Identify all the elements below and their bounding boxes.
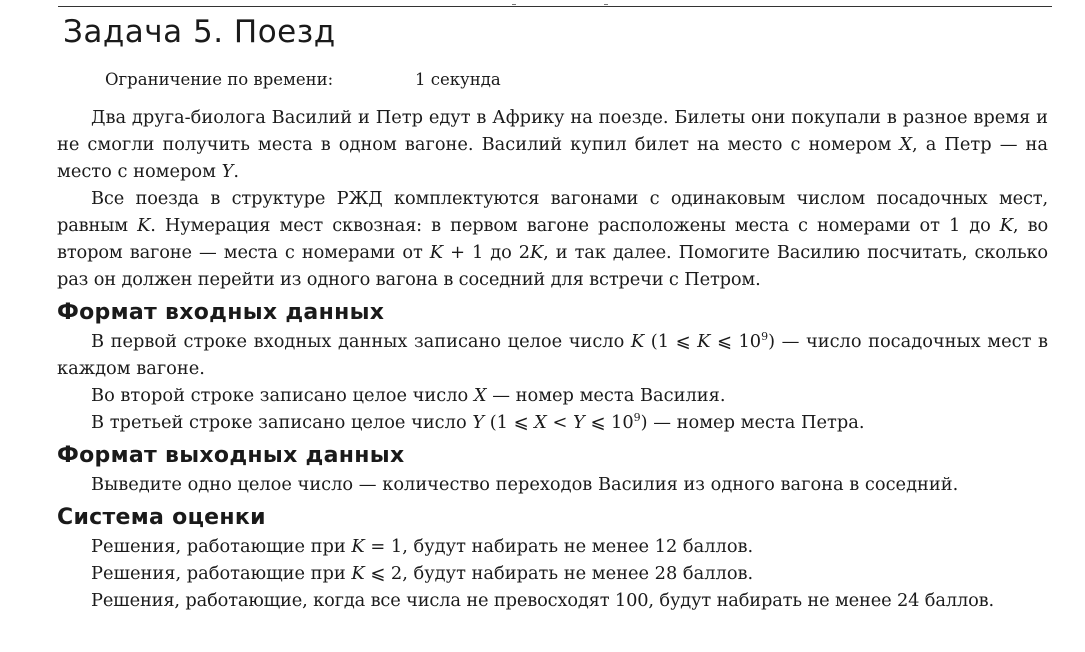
output-format-heading: Формат выходных данных: [57, 443, 405, 468]
page-header-rule: [58, 6, 1052, 7]
statement-paragraph: [57, 104, 1048, 185]
scoring-line-2: [57, 560, 1048, 587]
text-fragment: (1 ⩽: [484, 412, 535, 433]
math-var-k: K: [999, 215, 1013, 236]
time-limit-value: 1 секунда: [415, 70, 501, 89]
math-var-y: Y: [472, 412, 485, 433]
input-line-2: [57, 382, 1048, 409]
text-fragment: = 1, будут набирать не менее 12 баллов.: [364, 536, 754, 557]
scoring-heading: Система оценки: [57, 505, 266, 530]
math-var-k: K: [351, 536, 365, 557]
text-fragment: Два друга-биолога Василий и Петр едут в Африку на поезде. Билеты они покупали в разное время и не смогли получить места в одном вагоне. Василий купил билет на место с номером: [57, 107, 1048, 155]
output-line: Выведите одно целое число — количество переходов Василия из одного вагона в соседний.: [91, 474, 959, 495]
header-fragment-mark: [604, 0, 608, 5]
problem-title: Задача 5. Поезд: [63, 14, 336, 50]
text-fragment: <: [546, 412, 574, 433]
text-fragment: , а Петр — на место с номером: [57, 134, 1048, 182]
math-var-k: K: [529, 242, 544, 263]
scoring-line-1: [57, 533, 1048, 560]
math-var-y: Y: [573, 412, 585, 433]
text-fragment: ) — номер места Петра.: [640, 412, 865, 433]
scoring-line-3: Решения, работающие, когда все числа не превосходят 100, будут набирать не менее 24 баллов.: [91, 590, 995, 611]
problem-body: [57, 104, 1048, 614]
text-fragment: В первой строке входных данных записано целое число: [91, 331, 631, 352]
math-var-k: K: [351, 563, 365, 584]
math-var-x: X: [899, 134, 913, 155]
text-fragment: , и так далее. Помогите Василию посчитать, сколько раз он должен перейти из одного вагона в соседний для встречи с Петром.: [57, 242, 1048, 290]
math-var-k: K: [697, 331, 711, 352]
text-fragment: ) — число посадочных мест в каждом вагоне.: [57, 331, 1049, 379]
exponent: 9: [633, 411, 641, 425]
math-var-k: K: [429, 242, 443, 263]
input-line-3: [57, 409, 1048, 436]
text-fragment: Решения, работающие при: [91, 563, 352, 584]
text-fragment: — номер места Василия.: [486, 385, 726, 406]
text-fragment: ⩽ 10: [584, 412, 634, 433]
math-var-k: K: [630, 331, 645, 352]
input-format-heading: Формат входных данных: [57, 300, 385, 325]
math-var-x: X: [473, 385, 487, 406]
time-limit-row: [105, 70, 501, 89]
text-fragment: .: [233, 161, 240, 182]
exponent: 9: [761, 330, 769, 344]
math-var-k: K: [137, 215, 151, 236]
text-fragment: ⩽ 10: [710, 331, 762, 352]
text-fragment: Все поезда в структуре РЖД комплектуются вагонами с одинаковым числом посадочных мест, равным: [57, 188, 1048, 236]
math-var-y: Y: [221, 161, 234, 182]
text-fragment: Во второй строке записано целое число: [91, 385, 474, 406]
text-fragment: . Нумерация мест сквозная: в первом вагоне расположены места с номерами от 1 до: [150, 215, 1000, 236]
header-fragment-mark: [512, 0, 516, 5]
math-var-x: X: [534, 412, 547, 433]
text-fragment: В третьей строке записано целое число: [91, 412, 473, 433]
text-fragment: , во втором вагоне — места с номерами от: [57, 215, 1048, 263]
text-fragment: Решения, работающие при: [91, 536, 352, 557]
text-fragment: + 1 до 2: [442, 242, 530, 263]
text-fragment: (1 ⩽: [644, 331, 698, 352]
text-fragment: ⩽ 2, будут набирать не менее 28 баллов.: [364, 563, 754, 584]
input-line-1: [57, 328, 1048, 382]
time-limit-label: Ограничение по времени:: [105, 70, 334, 89]
statement-paragraph: [57, 185, 1048, 293]
